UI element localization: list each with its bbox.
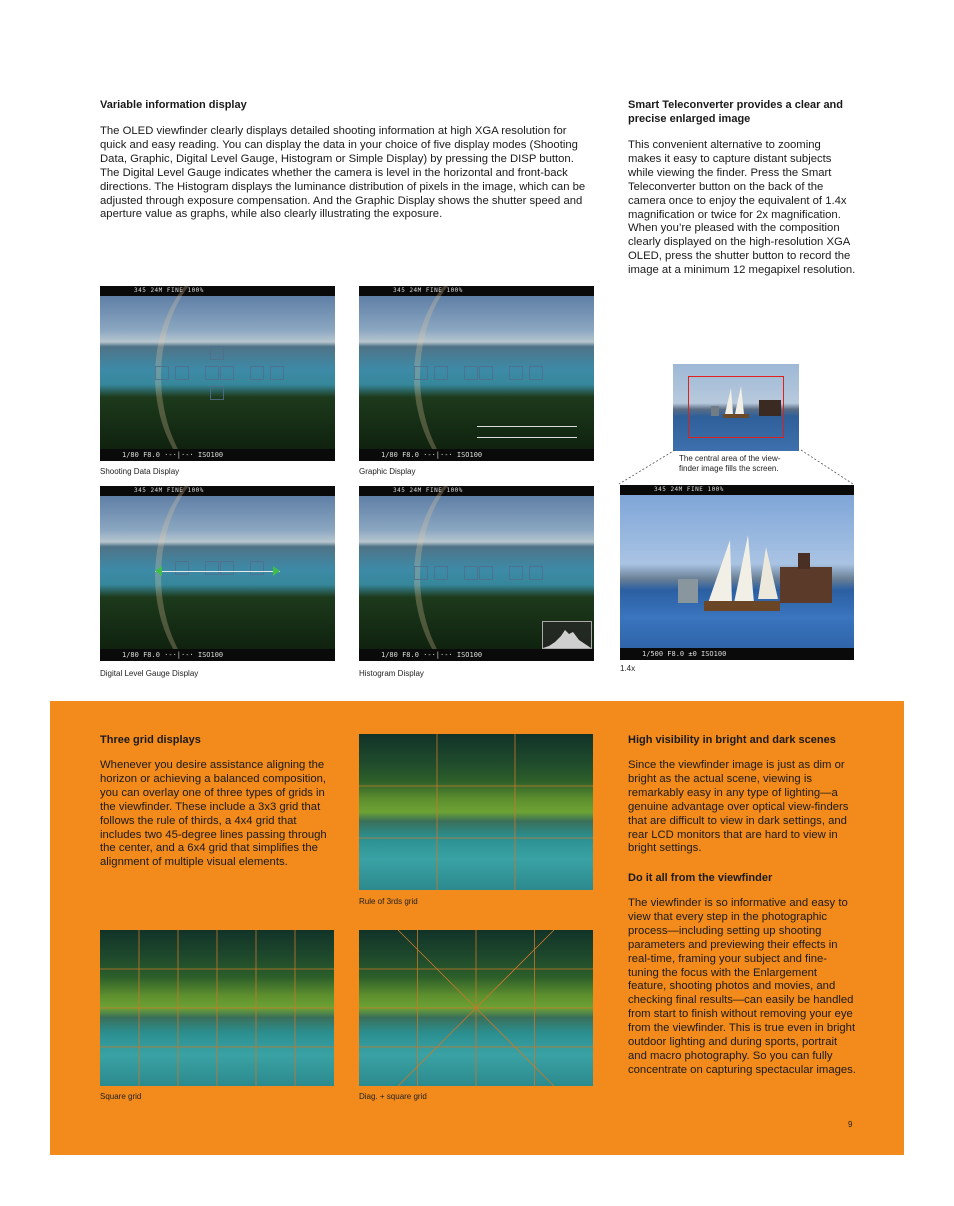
square-grid-caption: Square grid <box>100 1092 142 1101</box>
photo-bottom-info-bar: 1/500 F8.0 ±0 ISO100 <box>620 648 854 660</box>
do-it-all-body: The viewfinder is so informative and easy to view that every step in the photographic process—including setting up shooting parameters and previewing their effects in real-time, framing your subject and fine-tuning the focus with the Enlargement feature, shooting photos and movies, and checking final results—can easily be handled from start to finish without removing your eye from the viewfinder. This is true even in bright outdoor lighting and during sports, portrait and macro photography. So you can fully concentrate on capturing spectacular images. <box>628 897 856 1076</box>
photo-bottom-info-bar: 1/80 F8.0 ·-·|·-· ISO100 <box>359 649 594 661</box>
photo-bottom-info-bar: 1/80 F8.0 ·-·|·-· ISO100 <box>100 649 335 661</box>
graphic-display-caption: Graphic Display <box>359 467 416 476</box>
variable-info-heading: Variable information display <box>100 99 247 111</box>
histogram-graph <box>542 621 592 649</box>
level-gauge-display-photo <box>100 486 335 661</box>
teleconverter-enlarged-photo <box>620 485 854 660</box>
teleconverter-inset-photo <box>673 364 799 451</box>
diagonal-grid-caption: Diag. + square grid <box>359 1092 427 1101</box>
visibility-heading: High visibility in bright and dark scenes <box>628 734 836 746</box>
photo-top-info-bar: 345 24M FINE 100% <box>359 286 594 296</box>
do-it-all-heading: Do it all from the viewfinder <box>628 872 773 884</box>
level-gauge-line <box>155 571 280 572</box>
grids-body: Whenever you desire assistance aligning the horizon or achieving a balanced composition, you can overlay one of three types of grids in the viewfinder. These include a 3x3 grid that follows the rule of thirds, a 4x4 grid that includes two 45-degree lines passing through the center, and a 6x4 grid that simplifies the alignment of multiple visual elements. <box>100 759 327 869</box>
teleconverter-magnification-caption: 1.4x <box>620 664 636 673</box>
teleconverter-heading: Smart Teleconverter provides a clear and precise enlarged image <box>628 99 843 125</box>
rule-of-thirds-caption: Rule of 3rds grid <box>359 897 418 906</box>
visibility-body: Since the viewfinder image is just as dim or bright as the actual scene, viewing is remarkably easy in any type of lighting—a genuine advantage over optical view-finders that are difficult to view in dark settings, and rear LCD monitors that are hard to view in bright settings. <box>628 759 849 855</box>
shooting-data-caption: Shooting Data Display <box>100 467 180 476</box>
photo-top-info-bar: 345 24M FINE 100% <box>100 286 335 296</box>
photo-top-info-bar: 345 24M FINE 100% <box>100 486 335 496</box>
photo-top-info-bar: 345 24M FINE 100% <box>359 486 594 496</box>
variable-info-body: The OLED viewfinder clearly displays detailed shooting information at high XGA resolution for quick and easy reading. You can display the data in your choice of five display modes (Shooting Data, Graphic, Digital Level Gauge, Histogram or Simple Display) by pressing the DISP button. The Digital Level Gauge indicates whether the camera is level in the horizontal and front-back directions. The Histogram displays the luminance distribution of pixels in the image, which can be adjusted through exposure compensation. And the Graphic Display shows the shutter speed and aperture value as graphs, while also clearly illustrating the exposure. <box>100 125 586 221</box>
zoom-guide-lines <box>615 446 855 486</box>
level-right-arrow-icon <box>273 566 280 576</box>
histogram-caption: Histogram Display <box>359 669 424 678</box>
graphic-display-photo <box>359 286 594 461</box>
rule-of-thirds-photo <box>359 734 593 890</box>
teleconverter-inset-caption: The central area of the view-finder image fills the screen. <box>679 454 781 473</box>
exposure-graph-scale <box>477 426 577 438</box>
teleconverter-body: This convenient alternative to zooming makes it easy to capture distant subjects while viewing the finder. Press the Smart Teleconverter button on the back of the camera once to enjoy the equivalent of 1.4x magnification or twice for 2x magnification. When you’re pleased with the composition clearly displayed on the high-resolution XGA OLED, press the shutter button to record the image at a minimum 12 megapixel resolution. <box>628 139 856 277</box>
photo-top-info-bar: 345 24M FINE 100% <box>620 485 854 495</box>
sailboat-scene <box>620 495 854 648</box>
grids-heading: Three grid displays <box>100 734 201 746</box>
page-number: 9 <box>848 1120 853 1129</box>
histogram-display-photo <box>359 486 594 661</box>
teleconverter-crop-frame <box>688 376 784 438</box>
level-left-arrow-icon <box>155 566 162 576</box>
photo-bottom-info-bar: 1/80 F8.0 ·-·|·-· ISO100 <box>359 449 594 461</box>
diagonal-grid-photo <box>359 930 593 1086</box>
square-grid-photo <box>100 930 334 1086</box>
shooting-data-display-photo <box>100 286 335 461</box>
photo-bottom-info-bar: 1/80 F8.0 ·-·|·-· ISO100 <box>100 449 335 461</box>
level-gauge-caption: Digital Level Gauge Display <box>100 669 199 678</box>
